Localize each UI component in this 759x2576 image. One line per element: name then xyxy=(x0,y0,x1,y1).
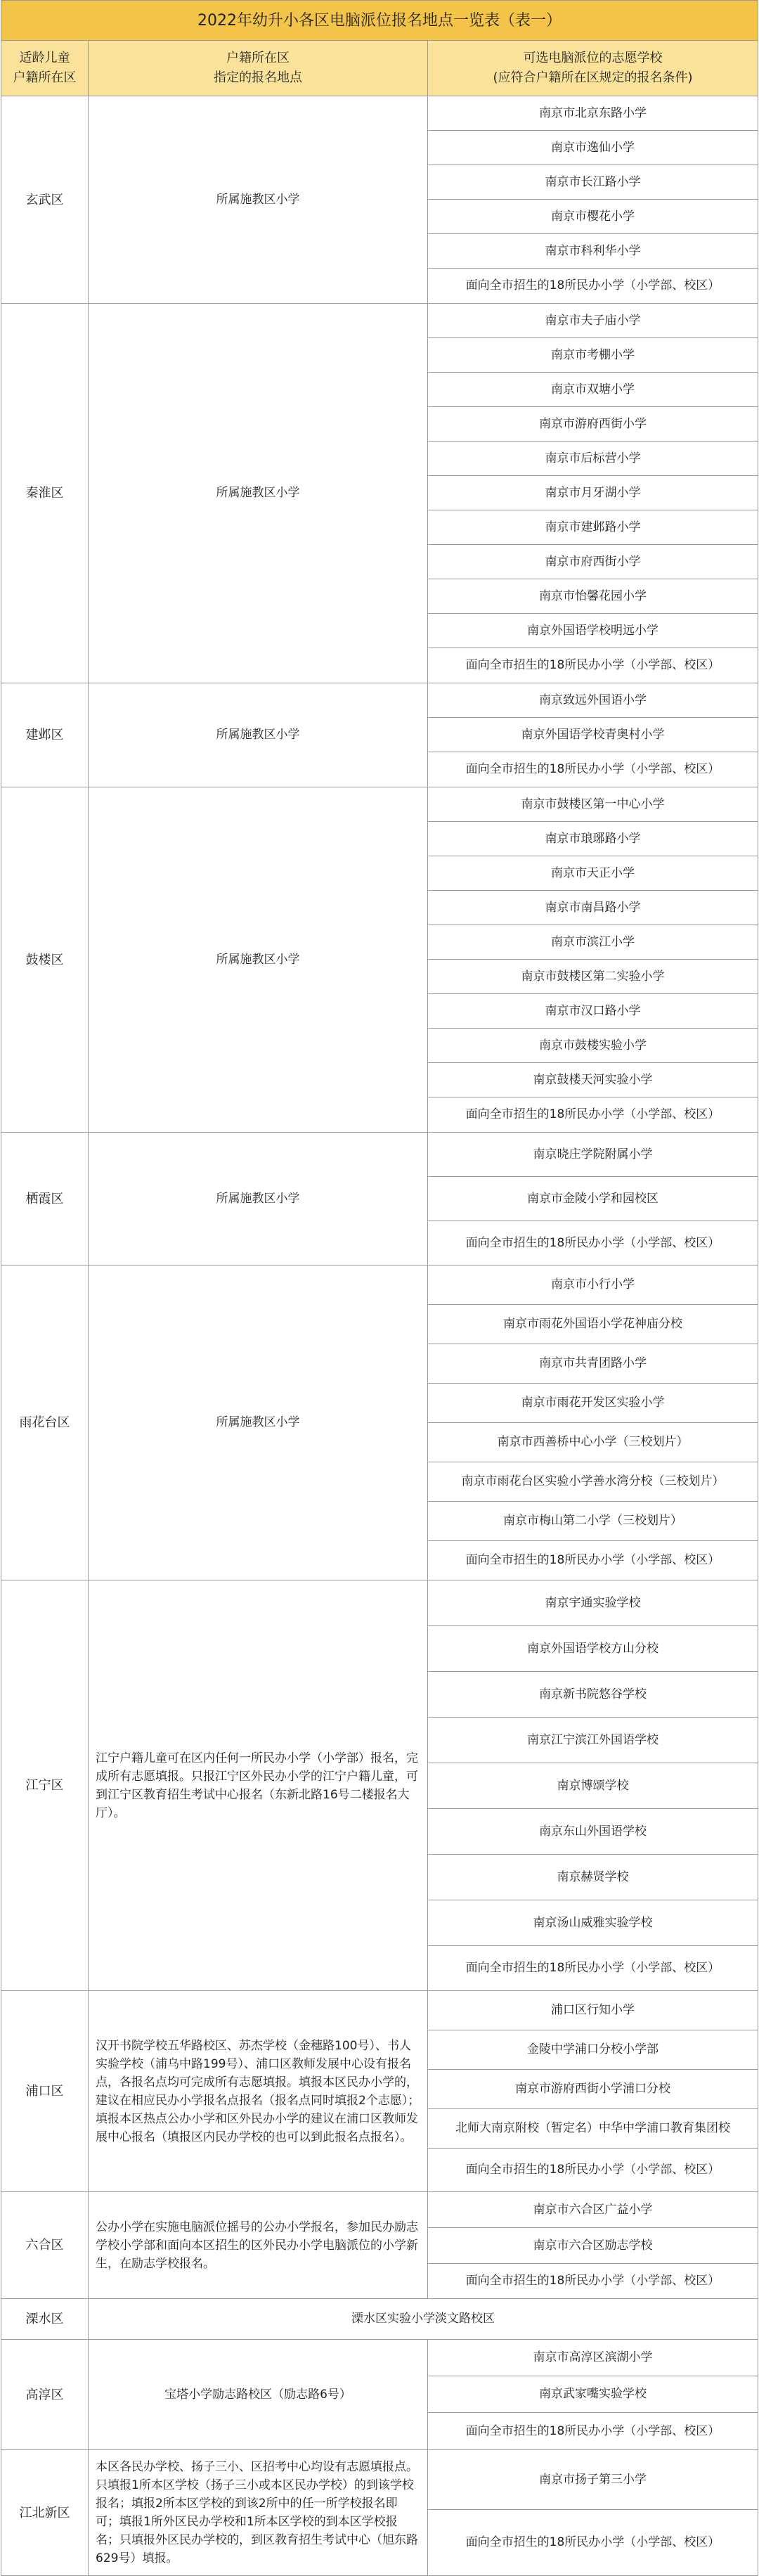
registration-table xyxy=(1,0,758,2576)
school-item: 面向全市招生的18所民办小学（小学部、校区） xyxy=(428,752,758,787)
school-item: 南京市六合区广益小学 xyxy=(428,2192,758,2228)
school-item: 面向全市招生的18所民办小学（小学部、校区） xyxy=(428,2413,758,2450)
district-name: 建邺区 xyxy=(1,683,89,787)
school-item: 南京市夫子庙小学 xyxy=(428,304,758,338)
registration-location: 所属施教区小学 xyxy=(89,1266,428,1580)
school-item: 南京市滨江小学 xyxy=(428,925,758,960)
school-item: 面向全市招生的18所民办小学（小学部、校区） xyxy=(428,269,758,304)
school-item: 南京市扬子第三小学 xyxy=(428,2450,758,2510)
school-item: 南京武家嘴实验学校 xyxy=(428,2376,758,2413)
table-row xyxy=(1,1266,758,1305)
school-item: 南京市金陵小学和园校区 xyxy=(428,1177,758,1221)
school-item: 南京晓庄学院附属小学 xyxy=(428,1133,758,1177)
school-item: 南京市南昌路小学 xyxy=(428,891,758,925)
school-item: 南京市西善桥中心小学（三校划片） xyxy=(428,1423,758,1462)
school-item: 南京市天正小学 xyxy=(428,856,758,891)
district-name: 浦口区 xyxy=(1,1991,89,2192)
school-item: 北师大南京附校（暂定名）中华中学浦口教育集团校 xyxy=(428,2109,758,2149)
school-item: 面向全市招生的18所民办小学（小学部、校区） xyxy=(428,2510,758,2576)
school-item: 南京宇通实验学校 xyxy=(428,1580,758,1626)
header-location-line1: 户籍所在区 xyxy=(226,51,290,65)
table-title: 2022年幼升小各区电脑派位报名地点一览表（表一） xyxy=(1,1,758,41)
school-item: 南京市鼓楼区第二实验小学 xyxy=(428,960,758,994)
school-item: 南京市鼓楼实验小学 xyxy=(428,1029,758,1063)
table-row xyxy=(1,304,758,338)
registration-location: 所属施教区小学 xyxy=(89,96,428,304)
school-item: 南京市月牙湖小学 xyxy=(428,476,758,510)
school-item: 南京市长江路小学 xyxy=(428,165,758,200)
school-item: 南京市后标营小学 xyxy=(428,442,758,476)
school-item: 南京市小行小学 xyxy=(428,1266,758,1305)
school-item: 南京市游府西街小学浦口分校 xyxy=(428,2070,758,2109)
school-item: 面向全市招生的18所民办小学（小学部、校区） xyxy=(428,2149,758,2192)
school-item: 南京赫贤学校 xyxy=(428,1855,758,1900)
table-row xyxy=(1,683,758,718)
school-item: 南京市鼓楼区第一中心小学 xyxy=(428,787,758,822)
district-name: 溧水区 xyxy=(1,2299,89,2340)
school-item: 南京外国语学校明远小学 xyxy=(428,614,758,648)
school-item: 南京市怡馨花园小学 xyxy=(428,579,758,614)
school-item: 金陵中学浦口分校小学部 xyxy=(428,2030,758,2070)
table-row xyxy=(1,96,758,131)
school-item: 南京外国语学校青奥村小学 xyxy=(428,718,758,752)
school-item: 南京致远外国语小学 xyxy=(428,683,758,718)
district-name: 鼓楼区 xyxy=(1,787,89,1133)
table-row xyxy=(1,787,758,822)
district-name: 江北新区 xyxy=(1,2450,89,2576)
school-item: 南京东山外国语学校 xyxy=(428,1809,758,1855)
registration-location: 所属施教区小学 xyxy=(89,304,428,683)
district-name: 栖霞区 xyxy=(1,1133,89,1266)
school-item: 面向全市招生的18所民办小学（小学部、校区） xyxy=(428,1541,758,1580)
district-name: 雨花台区 xyxy=(1,1266,89,1580)
school-item: 南京市六合区励志学校 xyxy=(428,2228,758,2264)
school-item: 南京江宁滨江外国语学校 xyxy=(428,1718,758,1763)
registration-location: 所属施教区小学 xyxy=(89,1133,428,1266)
header-district-line2: 户籍所在区 xyxy=(13,70,77,85)
registration-location: 所属施教区小学 xyxy=(89,683,428,787)
registration-location: 汉开书院学校五华路校区、苏杰学校（金穗路100号）、书人实验学校（浦乌中路199号）、浦口区教师发展中心设有报名点，各报名点均可完成所有志愿填报。填报本区民办小学的，建议在相应民办小学报名点报名（报名点同时填报2个志愿）；填报本区热点公办小学和区外民办小学的建议在浦口区教师发展中心报名（填报区内民办学校的也可以到此报名点报名）。 xyxy=(89,1991,428,2192)
school-item: 南京市雨花开发区实验小学 xyxy=(428,1384,758,1423)
table-row xyxy=(1,1580,758,1626)
district-name: 高淳区 xyxy=(1,2340,89,2450)
school-item: 面向全市招生的18所民办小学（小学部、校区） xyxy=(428,1946,758,1991)
table-row xyxy=(1,2340,758,2376)
district-name: 玄武区 xyxy=(1,96,89,304)
school-item: 面向全市招生的18所民办小学（小学部、校区） xyxy=(428,648,758,683)
school-item: 面向全市招生的18所民办小学（小学部、校区） xyxy=(428,2264,758,2299)
school-item: 南京市考棚小学 xyxy=(428,338,758,373)
table-row xyxy=(1,2192,758,2228)
header-schools-line1: 可选电脑派位的志愿学校 xyxy=(523,51,663,65)
registration-location: 溧水区实验小学淡文路校区 xyxy=(89,2299,758,2340)
school-item: 南京外国语学校方山分校 xyxy=(428,1626,758,1672)
header-district xyxy=(1,41,89,96)
district-name: 江宁区 xyxy=(1,1580,89,1991)
header-location xyxy=(89,41,428,96)
school-item: 南京市科利华小学 xyxy=(428,234,758,269)
header-schools-line2: (应符合户籍所在区规定的报名条件) xyxy=(493,70,693,85)
registration-location: 所属施教区小学 xyxy=(89,787,428,1133)
school-item: 浦口区行知小学 xyxy=(428,1991,758,2030)
table-row xyxy=(1,1133,758,1177)
school-item: 南京市高淳区滨湖小学 xyxy=(428,2340,758,2376)
header-row xyxy=(1,41,758,96)
school-item: 南京市雨花台区实验小学善水湾分校（三校划片） xyxy=(428,1462,758,1502)
title-row xyxy=(1,1,758,41)
registration-location: 宝塔小学励志路校区（励志路6号） xyxy=(89,2340,428,2450)
school-item: 南京市共青团路小学 xyxy=(428,1344,758,1384)
header-schools xyxy=(428,41,758,96)
table-row xyxy=(1,2299,758,2340)
school-item: 面向全市招生的18所民办小学（小学部、校区） xyxy=(428,1221,758,1266)
registration-location: 江宁户籍儿童可在区内任何一所民办小学（小学部）报名，完成所有志愿填报。只报江宁区外民办小学的江宁户籍儿童，可到江宁区教育招生考试中心报名（东新北路16号二楼报名大厅）。 xyxy=(89,1580,428,1991)
school-item: 南京市雨花外国语小学花神庙分校 xyxy=(428,1305,758,1344)
district-name: 六合区 xyxy=(1,2192,89,2299)
table-row xyxy=(1,1991,758,2030)
district-name: 秦淮区 xyxy=(1,304,89,683)
school-item: 南京鼓楼天河实验小学 xyxy=(428,1063,758,1097)
school-item: 南京市游府西街小学 xyxy=(428,407,758,442)
school-item: 面向全市招生的18所民办小学（小学部、校区） xyxy=(428,1097,758,1133)
school-item: 南京市建邺路小学 xyxy=(428,510,758,545)
school-item: 南京市府西街小学 xyxy=(428,545,758,579)
header-district-line1: 适龄儿童 xyxy=(19,51,70,65)
school-item: 南京汤山威雅实验学校 xyxy=(428,1900,758,1946)
school-item: 南京博颂学校 xyxy=(428,1763,758,1809)
school-item: 南京市汉口路小学 xyxy=(428,994,758,1029)
school-item: 南京市梅山第二小学（三校划片） xyxy=(428,1502,758,1541)
header-location-line2: 指定的报名地点 xyxy=(214,70,302,85)
registration-location: 本区各民办学校、扬子三小、区招考中心均设有志愿填报点。只填报1所本区学校（扬子三小或本区民办学校）的到该学校报名；填报2所本区学校的到该2所中的任一所学校报名即可；填报1所外区民办学校和1所本区学校的到本区学校报名；只填报外区民办学校的，到区教育招生考试中心（旭东路629号）填报。 xyxy=(89,2450,428,2576)
school-item: 南京市琅琊路小学 xyxy=(428,822,758,856)
school-item: 南京市双塘小学 xyxy=(428,373,758,407)
school-item: 南京新书院悠谷学校 xyxy=(428,1672,758,1718)
school-item: 南京市北京东路小学 xyxy=(428,96,758,131)
table-row xyxy=(1,2450,758,2510)
registration-location: 公办小学在实施电脑派位摇号的公办小学报名，参加民办励志学校小学部和面向本区招生的区外民办小学电脑派位的小学新生，在励志学校报名。 xyxy=(89,2192,428,2299)
school-item: 南京市逸仙小学 xyxy=(428,131,758,165)
school-item: 南京市樱花小学 xyxy=(428,200,758,234)
